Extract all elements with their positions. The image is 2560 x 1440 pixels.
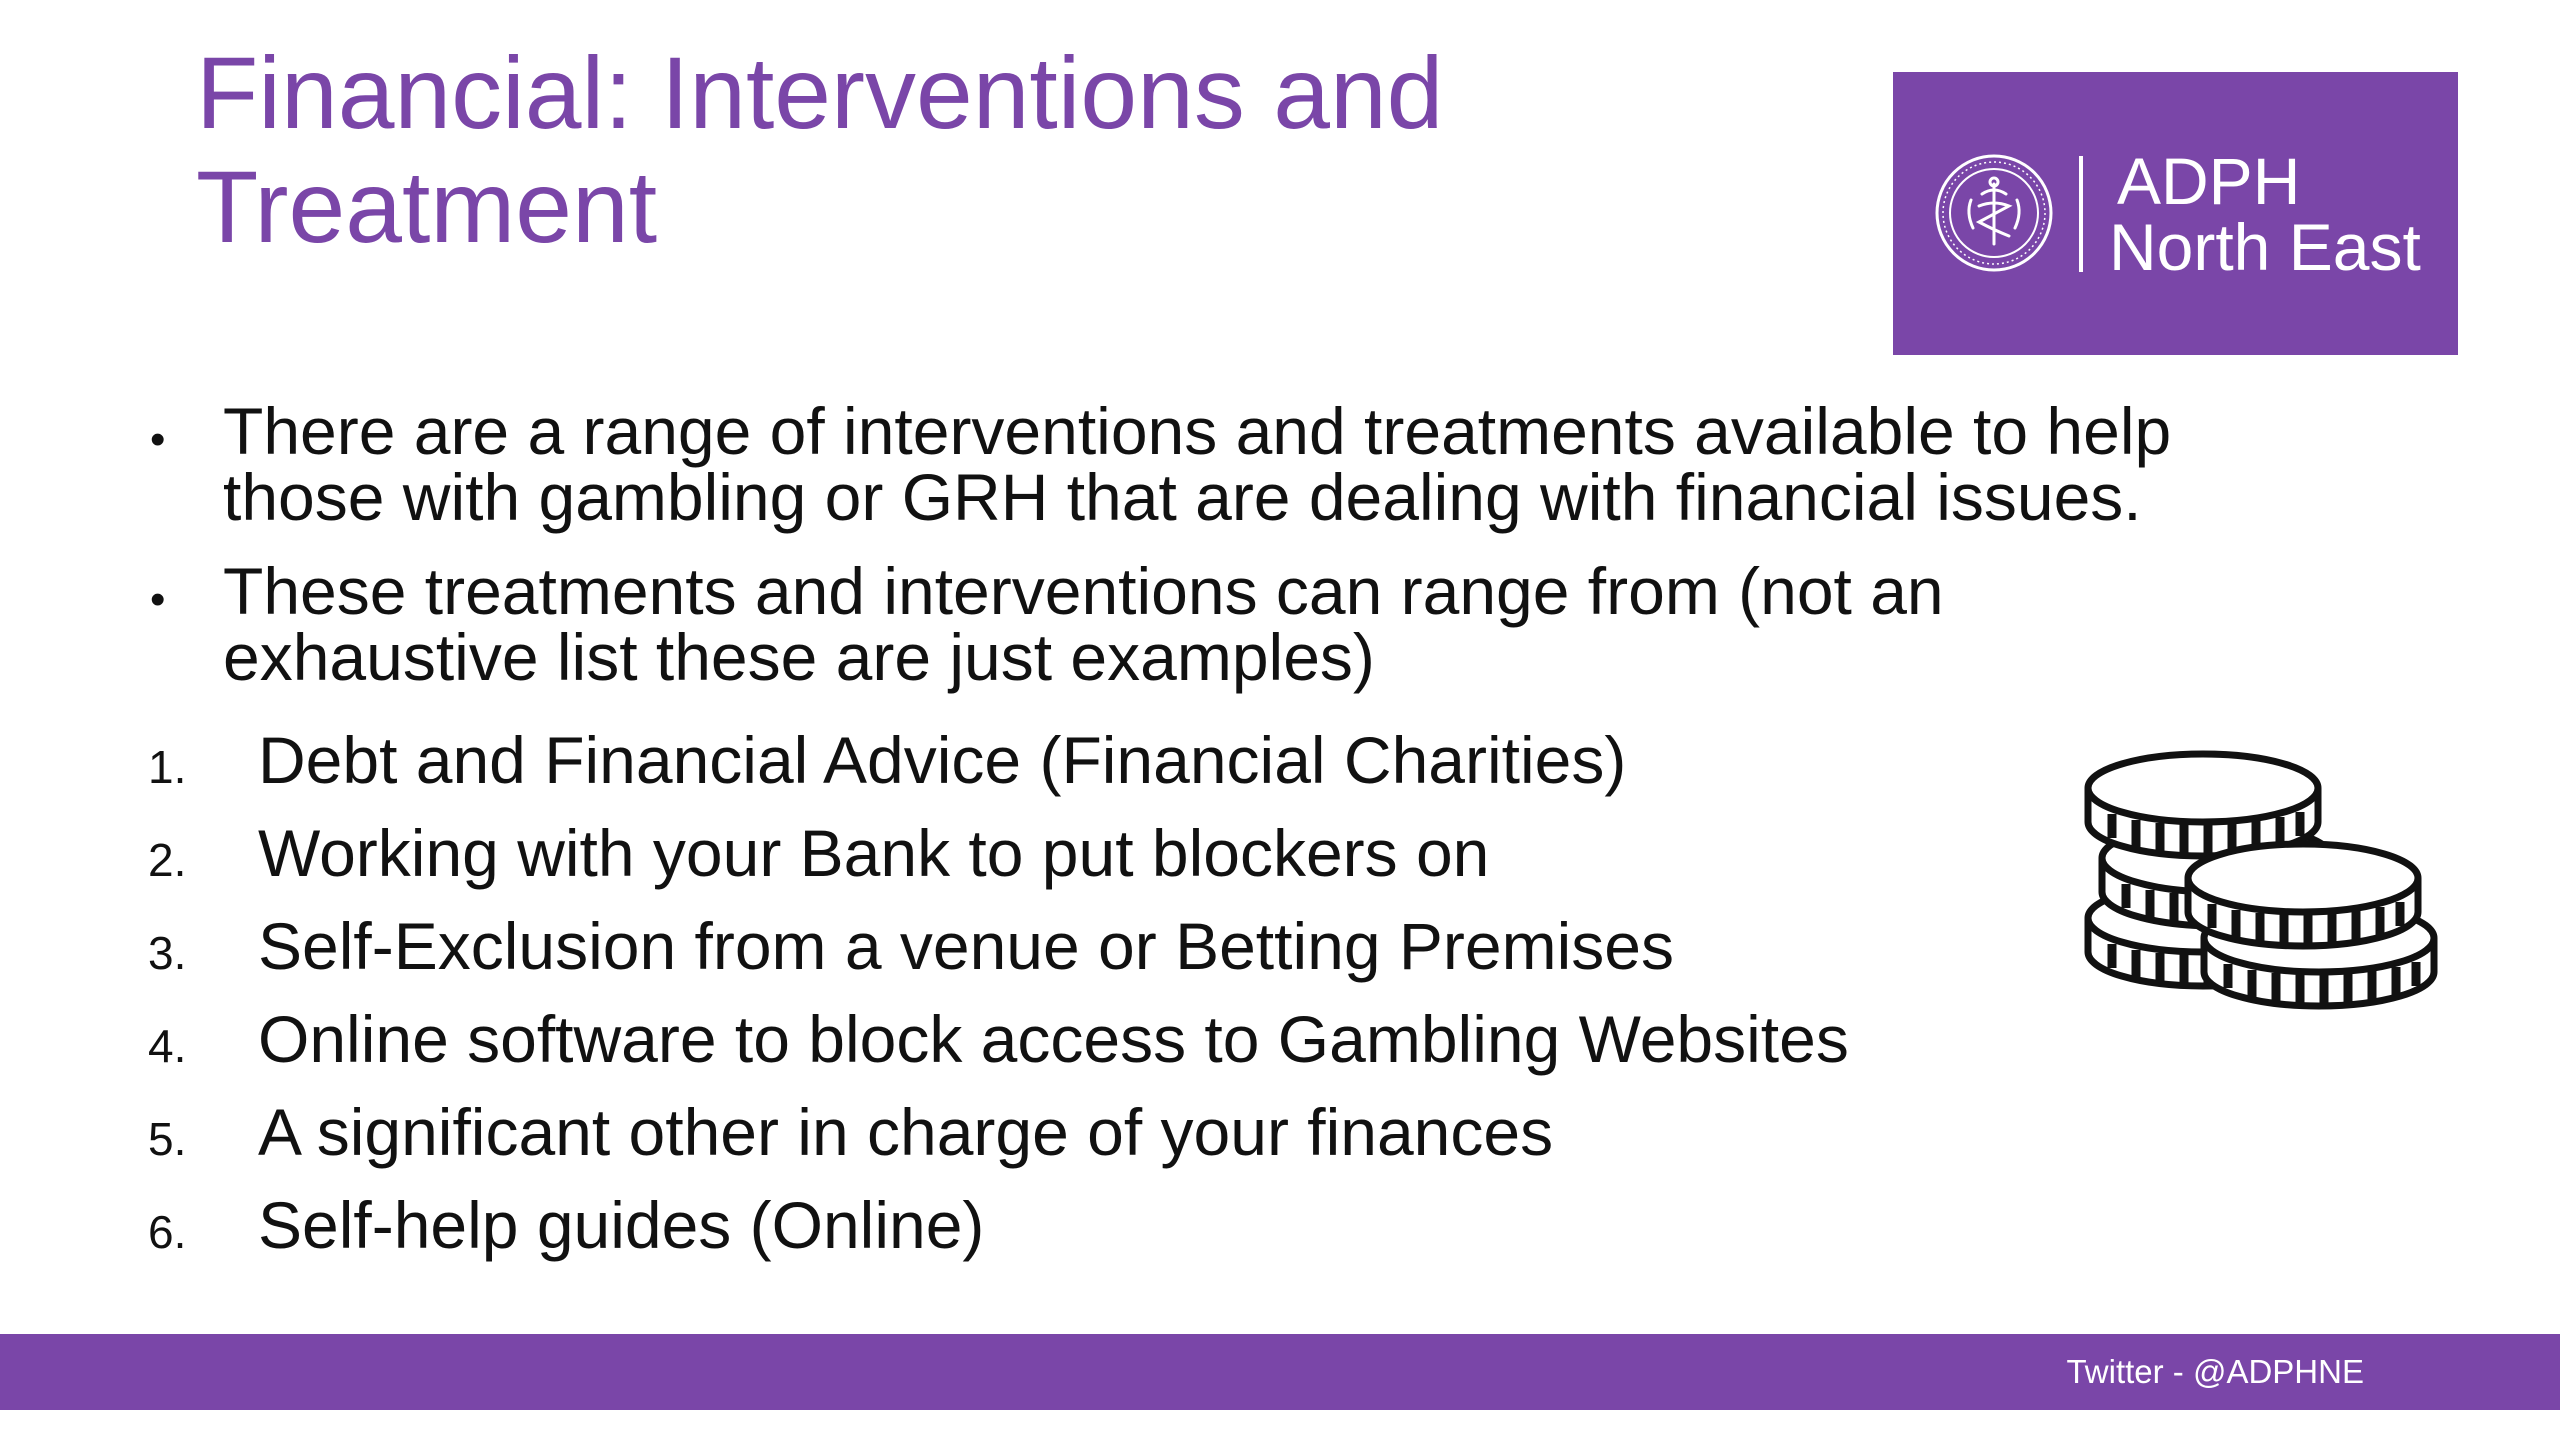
list-item-number: 4.: [148, 1020, 187, 1072]
list-item-text: Debt and Financial Advice (Financial Charities): [258, 723, 1627, 797]
slide-title-line-2: Treatment: [196, 150, 658, 264]
logo-text-line-1: ADPH: [2117, 144, 2301, 218]
bullet-text-line: exhaustive list these are just examples): [223, 620, 1375, 694]
bullet-item: [140, 554, 2340, 694]
logo-divider: [2079, 156, 2083, 272]
adph-logo: [1893, 72, 2458, 355]
footer-bar: [0, 1334, 2560, 1410]
coin-stacks-icon: [2080, 740, 2460, 1070]
list-item-number: 2.: [148, 834, 187, 886]
list-item-text: Working with your Bank to put blockers on: [258, 816, 1490, 890]
list-item-text: Online software to block access to Gambling Websites: [258, 1002, 1849, 1076]
bullet-text-line: those with gambling or GRH that are dealing with financial issues.: [223, 460, 2142, 534]
slide-title: [196, 36, 1796, 264]
list-item-text: Self-help guides (Online): [258, 1188, 985, 1262]
logo-text-line-2: North East: [2109, 210, 2421, 284]
list-item-number: 1.: [148, 741, 187, 793]
twitter-handle: Twitter - @ADPHNE: [2066, 1353, 2364, 1390]
logo-text: [2109, 144, 2421, 284]
list-item-number: 3.: [148, 927, 187, 979]
bullet-dot-icon: •: [150, 415, 166, 464]
list-item-number: 5.: [148, 1113, 187, 1165]
bullet-item: [140, 394, 2340, 534]
slide-title-line-1: Financial: Interventions and: [196, 36, 1444, 150]
bullet-list: [140, 394, 2340, 718]
bullet-text-line: There are a range of interventions and treatments available to help: [223, 394, 2172, 468]
bullet-dot-icon: •: [150, 575, 166, 624]
bullet-text-line: These treatments and interventions can range from (not an: [223, 554, 1944, 628]
list-item-number: 6.: [148, 1206, 187, 1258]
list-item-text: Self-Exclusion from a venue or Betting Premises: [258, 909, 1674, 983]
list-item-text: A significant other in charge of your finances: [258, 1095, 1554, 1169]
association-seal-icon: [1933, 152, 2055, 274]
